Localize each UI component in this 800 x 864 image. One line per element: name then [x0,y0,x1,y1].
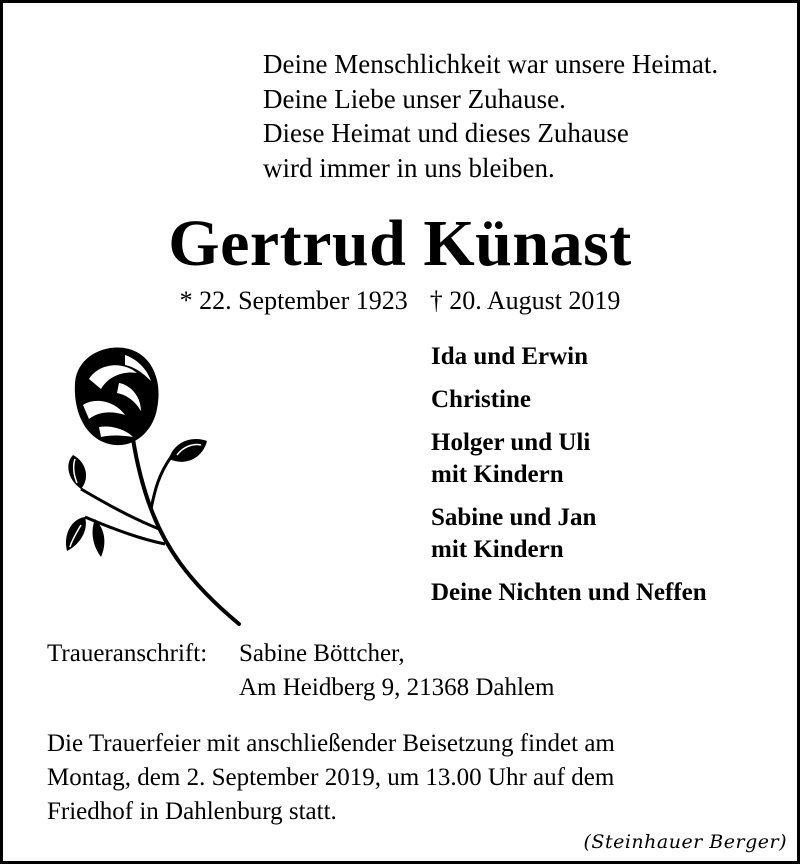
birth-date: * 22. September 1923 [179,286,408,315]
stonemason-signature: (Steinhauer Berger) [583,831,787,853]
mourners-list [431,341,707,620]
deceased-name: Gertrud Künast [168,207,632,280]
poem-line: Deine Liebe unser Zuhause. [263,83,566,114]
poem-line: Deine Menschlichkeit war unsere Heimat. [263,49,719,79]
mourner-entry: Ida und Erwin [431,343,589,370]
ceremony-line: Friedhof in Dahlenburg statt. [47,798,337,825]
mourner-entry: Sabine und Jan mit Kindern [431,504,597,563]
mourner-entry: Holger und Uli mit Kindern [431,429,591,488]
ceremony-line: Die Trauerfeier mit anschließender Beisetzung findet am [47,730,615,757]
rose-illustration-icon [55,339,255,629]
poem-line: wird immer in uns bleiben. [263,152,555,183]
funeral-ceremony-info [47,727,767,829]
address-line: Am Heidberg 9, 21368 Dahlem [239,674,555,701]
mourner-entry: Christine [431,386,531,413]
address-line: Sabine Böttcher, [239,640,405,667]
ceremony-line: Montag, dem 2. September 2019, um 13.00 Uhr auf dem [47,764,615,791]
death-date: † 20. August 2019 [429,286,621,315]
life-dates [3,285,797,317]
address-label: Traueranschrift: [47,640,208,667]
mourner-entry: Deine Nichten und Neffen [431,579,707,606]
mourning-address [47,637,554,705]
memorial-poem [263,47,718,185]
poem-line: Diese Heimat und dieses Zuhause [263,118,629,148]
